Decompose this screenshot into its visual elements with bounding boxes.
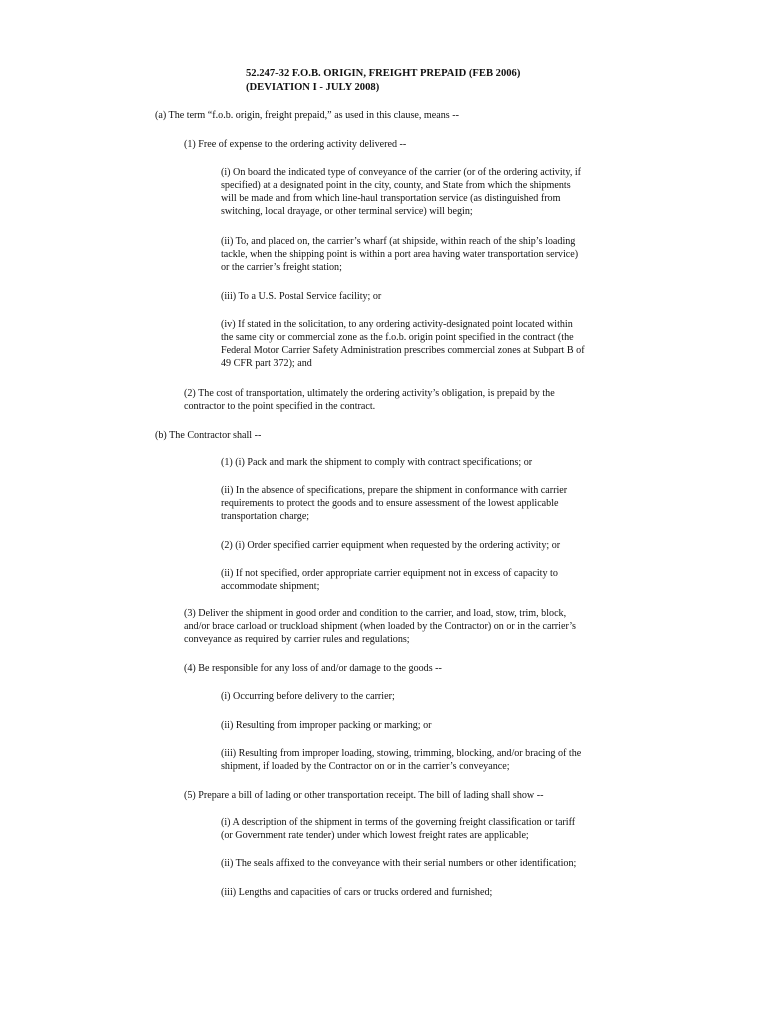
clause-title bbox=[246, 67, 666, 95]
paragraph-b-3 bbox=[184, 607, 644, 646]
paragraph-b-2-i bbox=[221, 539, 661, 552]
paragraph-b-4-ii bbox=[221, 719, 661, 732]
paragraph-b-4 bbox=[184, 662, 644, 675]
text-line: (iii) Lengths and capacities of cars or trucks ordered and furnished; bbox=[221, 887, 493, 898]
text-line: (1) Free of expense to the ordering activity delivered -- bbox=[184, 139, 407, 150]
paragraph-b-5-ii bbox=[221, 857, 661, 870]
clause-title-deviation: (DEVIATION I - JULY 2008) bbox=[246, 82, 380, 93]
text-line: will be made and from which line-haul transportation service (as distinguished from bbox=[221, 193, 561, 204]
text-line: (i) Occurring before delivery to the carrier; bbox=[221, 691, 395, 702]
text-line: the same city or commercial zone as the f.o.b. origin point specified in the contract (the bbox=[221, 332, 574, 343]
text-line: (ii) Resulting from improper packing or marking; or bbox=[221, 720, 432, 731]
text-line: and/or brace carload or truckload shipment (when loaded by the Contractor) on or in the carrier’s bbox=[184, 621, 576, 632]
text-line: contractor to the point specified in the contract. bbox=[184, 401, 376, 412]
paragraph-b-5 bbox=[184, 789, 644, 802]
text-line: (iii) Resulting from improper loading, stowing, trimming, blocking, and/or bracing of the bbox=[221, 748, 582, 759]
paragraph-b-1-ii bbox=[221, 484, 661, 523]
paragraph-a-2 bbox=[184, 387, 644, 413]
paragraph-a bbox=[155, 109, 625, 122]
text-line: shipment, if loaded by the Contractor on or in the carrier’s conveyance; bbox=[221, 761, 510, 772]
paragraph-b bbox=[155, 429, 625, 442]
text-line: (ii) If not specified, order appropriate carrier equipment not in excess of capacity to bbox=[221, 568, 558, 579]
text-line: or the carrier’s freight station; bbox=[221, 262, 342, 273]
text-line: (1) (i) Pack and mark the shipment to comply with contract specifications; or bbox=[221, 457, 533, 468]
text-line: (2) (i) Order specified carrier equipment when requested by the ordering activity; or bbox=[221, 540, 561, 551]
text-line: 49 CFR part 372); and bbox=[221, 358, 312, 369]
paragraph-b-5-i bbox=[221, 816, 661, 842]
text-line: tackle, when the shipping point is within a port area having water transportation service) bbox=[221, 249, 579, 260]
paragraph-a-1-ii bbox=[221, 235, 661, 274]
text-line: (a) The term “f.o.b. origin, freight prepaid,” as used in this clause, means -- bbox=[155, 110, 459, 121]
text-line: (3) Deliver the shipment in good order and condition to the carrier, and load, stow, trim, block, bbox=[184, 608, 567, 619]
paragraph-a-1-iii bbox=[221, 290, 661, 303]
text-line: (i) On board the indicated type of conveyance of the carrier (or of the ordering activity, if bbox=[221, 167, 582, 178]
text-line: Federal Motor Carrier Safety Administration prescribes commercial zones at Subpart B of bbox=[221, 345, 585, 356]
paragraph-a-1-iv bbox=[221, 318, 661, 370]
text-line: (iii) To a U.S. Postal Service facility; or bbox=[221, 291, 382, 302]
paragraph-b-4-iii bbox=[221, 747, 661, 773]
text-line: (iv) If stated in the solicitation, to any ordering activity-designated point located within bbox=[221, 319, 573, 330]
text-line: transportation charge; bbox=[221, 511, 310, 522]
text-line: (b) The Contractor shall -- bbox=[155, 430, 262, 441]
text-line: (ii) The seals affixed to the conveyance with their serial numbers or other identification; bbox=[221, 858, 577, 869]
text-line: (2) The cost of transportation, ultimately the ordering activity’s obligation, is prepaid by the bbox=[184, 388, 555, 399]
paragraph-b-5-iii bbox=[221, 886, 661, 899]
text-line: switching, local drayage, or other terminal service) will begin; bbox=[221, 206, 473, 217]
paragraph-b-4-i bbox=[221, 690, 661, 703]
text-line: (5) Prepare a bill of lading or other transportation receipt. The bill of lading shall show -- bbox=[184, 790, 544, 801]
text-line: specified) at a designated point in the city, county, and State from which the shipments bbox=[221, 180, 571, 191]
clause-title-line: 52.247-32 F.O.B. ORIGIN, FREIGHT PREPAID (FEB 2006) bbox=[246, 68, 521, 79]
text-line: accommodate shipment; bbox=[221, 581, 320, 592]
text-line: (i) A description of the shipment in terms of the governing freight classification or tariff bbox=[221, 817, 576, 828]
text-line: (4) Be responsible for any loss of and/or damage to the goods -- bbox=[184, 663, 442, 674]
text-line: (ii) To, and placed on, the carrier’s wharf (at shipside, within reach of the ship’s loading bbox=[221, 236, 576, 247]
paragraph-b-2-ii bbox=[221, 567, 661, 593]
paragraph-a-1-i bbox=[221, 166, 661, 218]
text-line: requirements to protect the goods and to ensure assessment of the lowest applicable bbox=[221, 498, 559, 509]
text-line: conveyance as required by carrier rules and regulations; bbox=[184, 634, 410, 645]
paragraph-a-1 bbox=[184, 138, 644, 151]
paragraph-b-1-i bbox=[221, 456, 661, 469]
text-line: (ii) In the absence of specifications, prepare the shipment in conformance with carrier bbox=[221, 485, 568, 496]
text-line: (or Government rate tender) under which lowest freight rates are applicable; bbox=[221, 830, 529, 841]
